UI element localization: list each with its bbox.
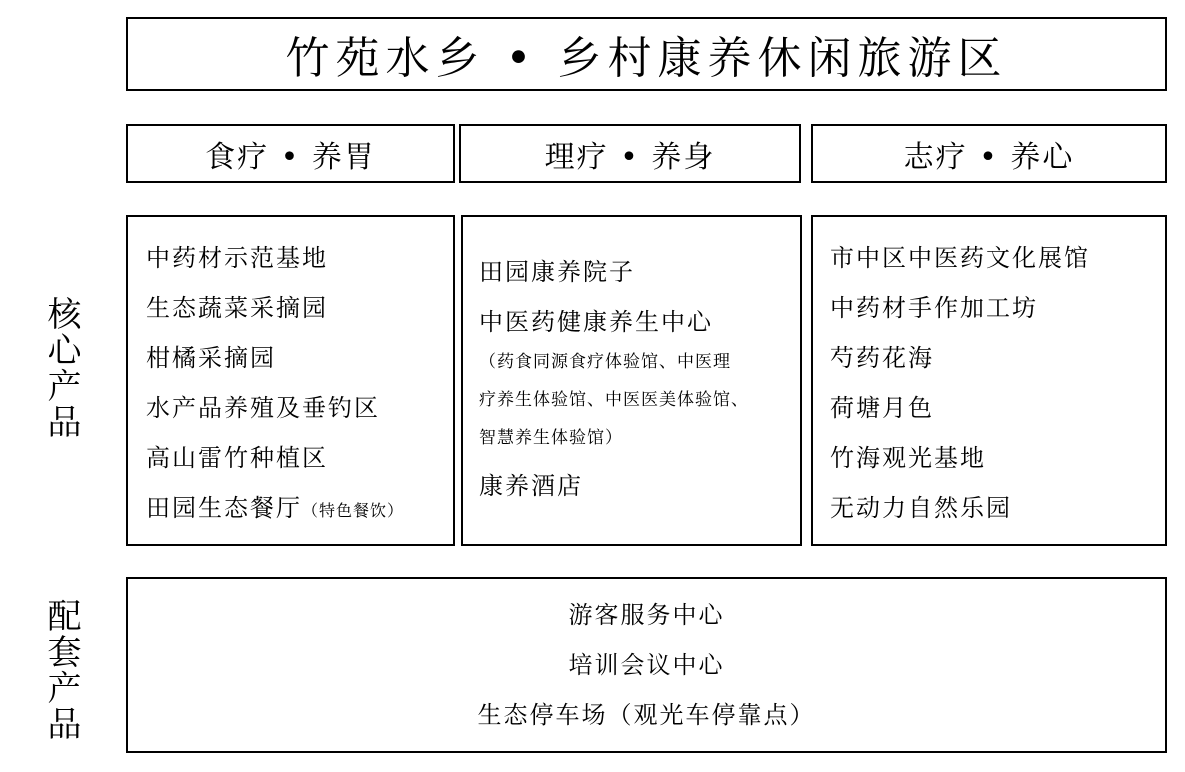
core-column-mind: [811, 215, 1167, 546]
list-item-with-note: [146, 483, 453, 533]
list-item: 市中区中医药文化展馆: [830, 244, 1090, 272]
list-item: 中医药健康养生中心: [479, 308, 713, 336]
list-item: 竹海观光基地: [830, 444, 986, 472]
list-item: 康养酒店: [479, 472, 583, 500]
sub-note-line: 智慧养生体验馆）: [479, 428, 623, 448]
theme-label: 志疗 • 养心: [903, 139, 1075, 175]
theme-header-mind: [811, 124, 1167, 183]
list-item: 中药材示范基地: [146, 244, 328, 272]
core-products-label: 核心产品: [41, 295, 81, 440]
core-column-diet: [126, 215, 455, 546]
sub-note-line: （药食同源食疗体验馆、中医理: [479, 352, 731, 372]
list-item: 芍药花海: [830, 344, 934, 372]
list-item: 荷塘月色: [830, 394, 934, 422]
list-item: 田园康养院子: [479, 258, 635, 286]
list-item: 高山雷竹种植区: [146, 444, 328, 472]
list-item: 水产品养殖及垂钓区: [146, 394, 380, 422]
item-note: （特色餐饮）: [302, 501, 405, 520]
list-item: 生态蔬菜采摘园: [146, 294, 328, 322]
title-text: 竹苑水乡 • 乡村康养休闲旅游区: [285, 33, 1008, 84]
theme-header-diet: [126, 124, 455, 183]
list-item: 培训会议中心: [568, 651, 725, 679]
list-item: 柑橘采摘园: [146, 344, 276, 372]
sub-note-line: 疗养生体验馆、中医医美体验馆、: [479, 390, 749, 410]
list-item-text: 田园生态餐厅: [146, 494, 302, 522]
core-column-physio: [461, 215, 802, 546]
list-item: 游客服务中心: [568, 601, 725, 629]
theme-label: 理疗 • 养身: [544, 139, 716, 175]
list-item: 中药材手作加工坊: [830, 294, 1038, 322]
support-products-box: [126, 577, 1167, 753]
diagram-title: [126, 17, 1167, 91]
list-item: 无动力自然乐园: [830, 494, 1012, 522]
theme-label: 食疗 • 养胃: [205, 139, 376, 175]
theme-header-physio: [459, 124, 801, 183]
support-products-label: 配套产品: [41, 598, 81, 742]
list-item: 生态停车场（观光车停靠点）: [477, 701, 816, 729]
